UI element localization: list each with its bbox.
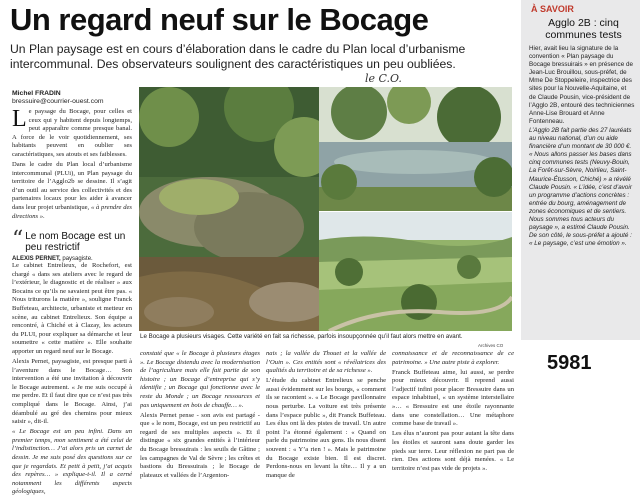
article-paragraph: connaissance et de reconnaissance de ce patrimoine. » Une autre piste à explorer. [392,350,514,366]
byline [12,90,104,106]
pull-quote-text: “ Le nom Bocage est un peu restrictif [12,227,126,253]
photo-rock-river [139,87,319,331]
article-quote-inline: « à prendre des directions ». [12,204,132,220]
article-column-4 [392,350,514,500]
article-paragraph: Dans le cadre du Plan local d’urbanisme intercommunal (PLUi), un Plan paysage du territoire de l’Agglo2b se dessine. Il s’agit d’un outil au service des collectivités et des partenaires locaux pour les aider à avancer dans leur projet urbanistique, [12,161,132,212]
article-paragraph: Alexis Pernet, paysagiste, est presque parti à l’aventure dans le Bocage… Son intervention a été une invitation à découvrir le Bocage autrement. « Je me suis occupé à me perdre. Et il faut dire que ce n’est pas très compliqué dans le Bocage. Ainsi, j’ai déambulé au gré des chemins pour mieux saisir », dit-il. [12,358,132,426]
photo-landscape-aerial [319,212,512,331]
article-column-2 [140,350,260,500]
photo-caption: Le Bocage a plusieurs visages. Cette variété en fait sa richesse, parfois insoupçonnée qu’il faut alors mettre en avant. [140,333,463,340]
dropcap: L [12,108,27,132]
article-paragraph: Les élus n’auront pas pour autant la tête dans les étoiles et sauront sans doute garder les pieds sur terre. Leur réflexion ne part pas de rien. Des actions sont déjà menées. « Le territoire n’est pas vide de projets ». [392,430,514,472]
photo-landscape-aerial-image [319,212,512,331]
article-paragraph: Franck Buffeteau aime, lui aussi, se perdre pour mieux découvrir. Il reprend aussi l’adjectif infini pour placer Bressuire dans un espace inhabituel, « un système interstellaire »… « Bressuire est une étoile rayonnante dans une constellation… Une métaphore comme base de travail ». [392,368,514,428]
subtitle: Un Plan paysage est en cours d’élaboration dans le cadre du Plan local d’urbanisme intercommunal. Des observateurs soulignent des caractéristiques un peu oubliées. [10,42,466,71]
photo-pond [319,87,512,211]
article-column-1 [12,108,132,230]
photo-pond-image [319,87,512,211]
sidebar-title: Agglo 2B : cinq communes tests [545,17,622,41]
article-paragraph: Alexis Pernet pense - son avis est partagé - que « le nom, Bocage, est un peu restrictif au regard de ses multiples aspects ». Et il distingue « six grandes entités à l’intérieur du Bocage bressuirais : les seuils de Gâtine ; les campagnes de Val de Sèvre ; les crêtes et bastions du Bressuirais ; le Bocage de plateaux et vallées de l’Argenton- [140,411,260,479]
byline-email: bressuire@courrier-ouest.com [12,98,104,105]
quote-marks-icon: “ [12,227,24,252]
article-paragraph: L’étude du cabinet Entrelieux se penche aussi évidemment sur les bourgs, « comment ils se racontent ». « Le Bocage pavillonnaire nous perturbe. La voiture est très présente dans l’espace public », dit Franck Buffeteau. Les élus ont là des pistes de travail. Un autre point l’a étonné également : « Quand on parle du patrimoine aux gens. Ils nous disent souvent : « Y’a rien ! ». Mais le patrimoine du Bocage existe bien. Il est discret. Perdons-nous en levant la tête… Il y a un manque de [266,377,386,479]
sidebar-paragraph: L’Agglo 2B fait partie des 27 lauréats au niveau national, d’un ou aide financière d’un montant de 30 000 €. « Nous allons passer les bases dans cinq communes tests (Neuvy-Bouin, La Forêt-sur-Sèvre, Noirlieu, Saint-Maurice-Étusson, Chiché) » a révélé Claude Pousin. « L’idée, c’est d’avoir un programme d’actions concrètes : entrée du bourg, aménagement de zones économiques et de sentiers. Nous sommes tous acteurs du paysage », a estimé Claude Pousin. De son côté, le sous-préfet a ajouté : « Le paysage, c’est une émotion ». [529,126,632,248]
article-column-1b [12,262,132,502]
headline: Un regard neuf sur le Bocage [10,2,429,37]
sidebar-body [529,45,635,335]
sidebar-paragraph: Hier, avait lieu la signature de la convention « Plan paysage du Bocage bressuirais » en présence de Jean-Luc Brouillou, sous-préfet, de Mme De Stoppeleire, inspectrice des sites pour la Nouvelle-Aquitaine, et de Claude Pousin, vice-président de l’Agglo 2B, entouré des techniciennes Anne-Lise Brouard et Anne Fontenneau. [529,45,635,125]
article-paragraph: Le cabinet Entrelieux, de Rochefort, est chargé « dans ses ateliers avec le regard de l’extérieur, le diagnostic et de réaliser » aux Bocains ce qu’ils ne savaient peut être pas. « Nous triturons la matière », souligne Franck Buffeteau, architecte, urbaniste et metteur en scène, au cabinet Entrelieux. Son équipe a rencontré, à Chiché et à Clazay, les acteurs du PLUI, pour expliquer sa démarche et leur soumettre « cette matière ». Elle souhaite apporter un regard neuf sur le Bocage. [12,262,132,355]
article-paragraph: nais ; la vallée du Thouet et la vallée de l’Ouin ». Ces entités sont « révélatrices des qualités du territoire et de sa richesse ». [266,350,386,375]
article-paragraph: constaté que « le Bocage à plusieurs étages ». Le Bocage distendu avec la modernisation de l’agriculture mais elle fait partie de son histoire ; un Bocage d’entreprise qui s’y identifie ; un Bocage qui fonctionne avec le reste du Monde ; un Bocage ressources et pas uniquement en bois de chauffe… ». [140,350,260,409]
document-number: 5981 [547,352,592,374]
sidebar-kicker: À SAVOIR [531,4,574,14]
photo-credit: Archives CO [478,343,504,348]
byline-name: Michel FRADIN [12,90,61,97]
photo-rock-river-image [139,87,319,331]
handwritten-signature: le C.O. [365,72,402,85]
article-paragraph: e paysage du Bocage, pour celles et ceux qui y habitent depuis longtemps, peut apparaître comme presque banal. A force de le voir quotidiennement, ses habitants peuvent en oublier ses caractéristiques, ses atouts et ses faiblesses. [12,108,132,158]
pull-quote [12,227,132,262]
pull-quote-author: ALEXIS PERNET, paysagiste. [12,256,93,262]
article-paragraph: « Le Bocage est un peu infini. Dans un premier temps, mon sentiment a été celui de l’indistinction… J’ai alors pris un carnet de dessin. Je me suis posé des questions sur ce que je regardais. Et petit à petit, j’ai acquis des repères… » explique-t-il. Il a cerné notamment les différents aspects géologiques, [12,428,132,496]
article-column-3 [266,350,386,500]
